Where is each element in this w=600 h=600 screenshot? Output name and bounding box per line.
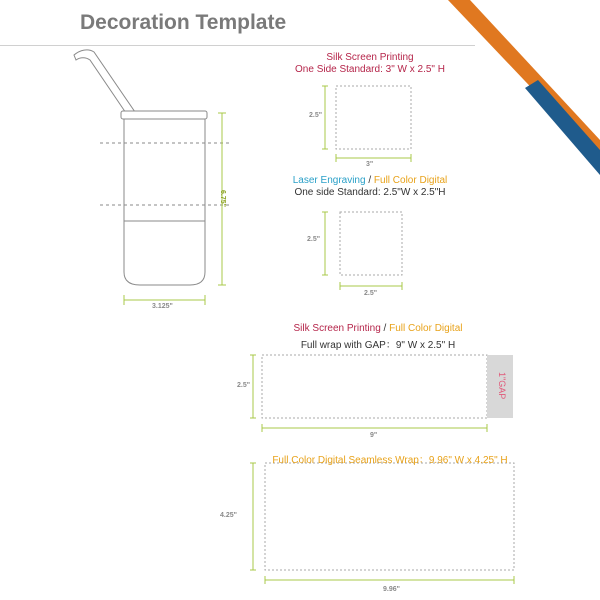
tumbler-body (124, 119, 205, 285)
silk-screen-width-label: 3" (366, 161, 374, 168)
silk-screen-subheading: One Side Standard: 3" W x 2.5" H (295, 64, 445, 75)
silk-screen-heading: Silk Screen Printing (326, 52, 414, 63)
seamless-height-label: 4.25" (220, 512, 237, 519)
full-wrap-print-area (262, 355, 487, 418)
lid (121, 111, 207, 119)
laser-subheading: One side Standard: 2.5"W x 2.5"H (294, 187, 446, 198)
laser-width-label: 2.5" (364, 290, 378, 297)
laser-heading-part2: Full Color Digital (373, 175, 448, 186)
full-wrap-heading-sep: / (380, 323, 390, 334)
laser-dims (322, 212, 402, 290)
tumbler-drawing (74, 50, 207, 285)
silk-screen-dims (322, 86, 411, 162)
accent-stripe-blue (525, 80, 600, 175)
full-wrap-dims (250, 355, 487, 432)
full-wrap-subheading: Full wrap with GAP：9" W x 2.5" H (300, 340, 456, 351)
full-wrap-heading-part2: Full Color Digital (389, 323, 463, 334)
seamless-width-label: 9.96" (383, 586, 400, 593)
straw (74, 50, 135, 116)
tumbler-width-label: 3.125" (152, 303, 173, 310)
laser-height-label: 2.5" (307, 236, 321, 243)
page-title: Decoration Template (80, 11, 287, 34)
seamless-heading: Full Color Digital Seamless Wrap：9.96" W x 4.25" H (272, 455, 508, 466)
laser-heading-sep: / (365, 175, 374, 186)
full-wrap-width-label: 9" (370, 432, 378, 439)
laser-heading (270, 175, 470, 186)
full-wrap-heading-part1: Silk Screen Printing (293, 323, 381, 334)
silk-screen-height-label: 2.5" (309, 112, 323, 119)
gap-label: 1"GAP (497, 372, 507, 400)
full-wrap-heading (268, 323, 488, 334)
silk-screen-print-area (336, 86, 411, 149)
laser-print-area (340, 212, 402, 275)
laser-heading-part1: Laser Engraving (292, 175, 366, 186)
tumbler-height-label: 6.75" (219, 190, 226, 207)
full-wrap-height-label: 2.5" (237, 382, 251, 389)
seamless-print-area (265, 463, 514, 570)
seamless-dims (250, 463, 514, 584)
